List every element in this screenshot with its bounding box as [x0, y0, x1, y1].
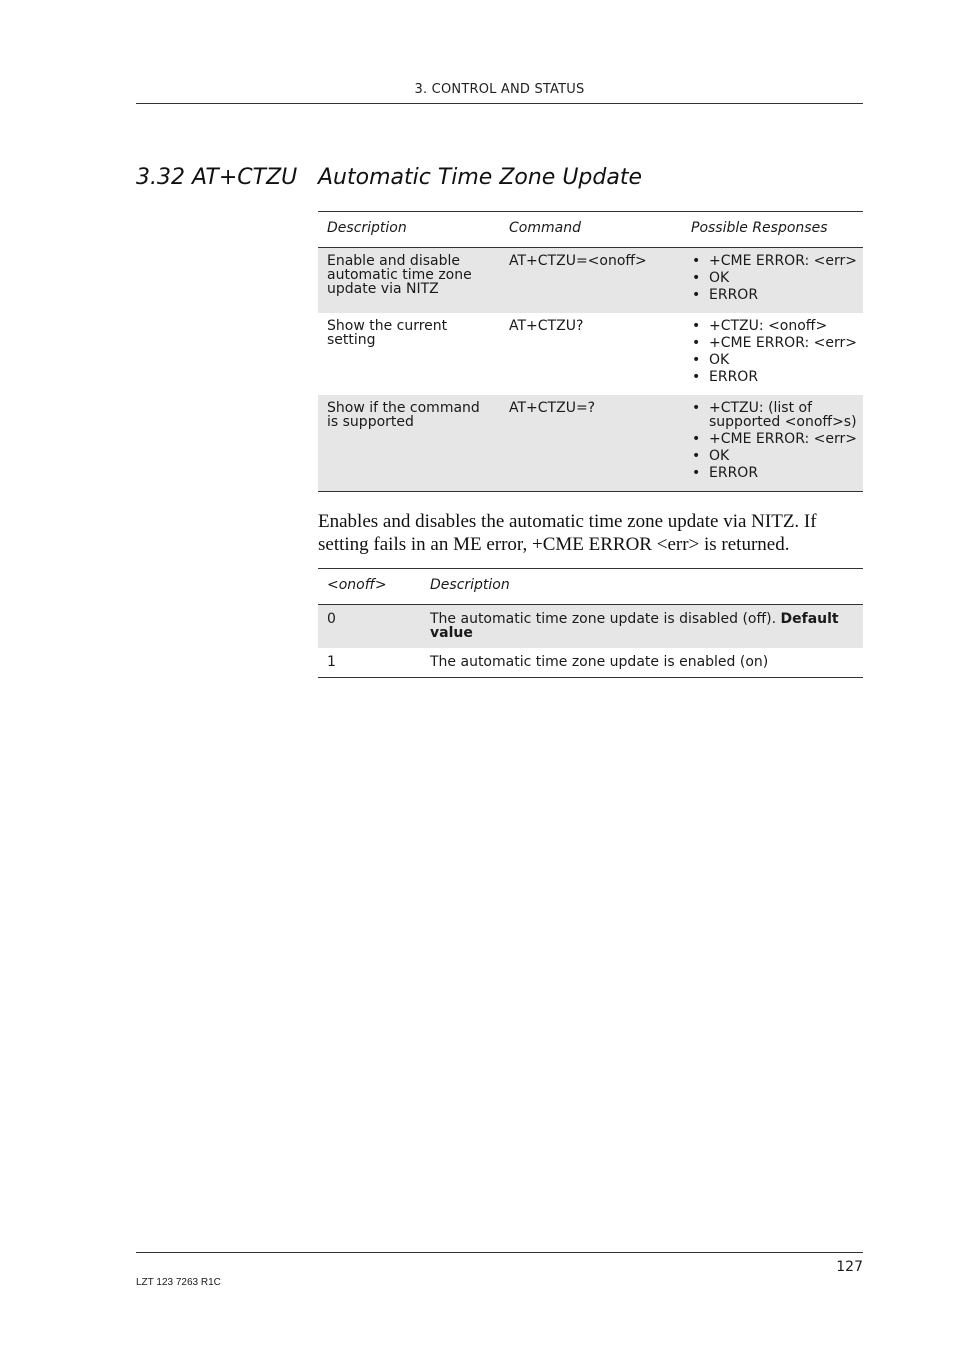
row-command: AT+CTZU=<onoff> [500, 248, 682, 314]
header-description: Description [318, 212, 500, 248]
section-title: Automatic Time Zone Update [318, 165, 643, 190]
header-description: Description [421, 569, 863, 605]
param-description [421, 648, 863, 678]
responses-list [691, 254, 857, 302]
row-responses [682, 395, 863, 492]
table-row [318, 313, 863, 395]
table-row [318, 248, 863, 314]
param-description-text: The automatic time zone update is enabled (on) [430, 654, 769, 670]
row-command: AT+CTZU? [509, 318, 584, 334]
row-responses [682, 313, 863, 395]
parameter-table [318, 568, 863, 678]
header-command: Command [500, 212, 682, 248]
response-item: • OK [691, 353, 857, 367]
response-item: • ERROR [691, 288, 857, 302]
table-row [318, 605, 863, 649]
header-possible-responses: Possible Responses [682, 212, 863, 248]
section-number: 3.32 AT+CTZU [136, 165, 298, 190]
header-onoff: <onoff> [318, 569, 421, 605]
row-description: Show the current setting [327, 318, 448, 348]
response-item: • +CME ERROR: <err> [691, 254, 857, 268]
default-value-label: Default value [430, 611, 839, 641]
row-description: Enable and disable automatic time zone update via NITZ [318, 248, 500, 314]
response-item: • +CME ERROR: <err> [691, 336, 857, 350]
response-item: • +CTZU: (list of supported <onoff>s) [691, 401, 857, 429]
body-paragraph: Enables and disables the automatic time zone update via NITZ. If setting fails in an ME error, +CME ERROR <err> is returned. [318, 511, 817, 555]
param-value: 0 [318, 605, 421, 649]
table-row [318, 648, 863, 678]
response-item: • OK [691, 449, 857, 463]
row-responses [682, 248, 863, 314]
response-item: • ERROR [691, 466, 857, 480]
row-description: Show if the command is supported [318, 395, 500, 492]
param-value: 1 [327, 654, 336, 670]
table-row [318, 395, 863, 492]
footer-divider [136, 1252, 863, 1253]
response-item: • +CME ERROR: <err> [691, 432, 857, 446]
responses-list [691, 401, 857, 480]
param-description [421, 605, 863, 649]
command-table-header [318, 212, 863, 248]
responses-list [691, 319, 857, 384]
parameter-table-header [318, 569, 863, 605]
page-number: 127 [836, 1259, 863, 1275]
response-item: • ERROR [691, 370, 857, 384]
command-table [318, 211, 863, 492]
document-id: LZT 123 7263 R1C [136, 1277, 221, 1288]
response-item: • +CTZU: <onoff> [691, 319, 857, 333]
param-description-text: The automatic time zone update is disabled (off). [430, 611, 777, 627]
response-item: • OK [691, 271, 857, 285]
running-header: 3. CONTROL AND STATUS [414, 82, 585, 97]
header-divider [136, 103, 863, 104]
row-command: AT+CTZU=? [500, 395, 682, 492]
